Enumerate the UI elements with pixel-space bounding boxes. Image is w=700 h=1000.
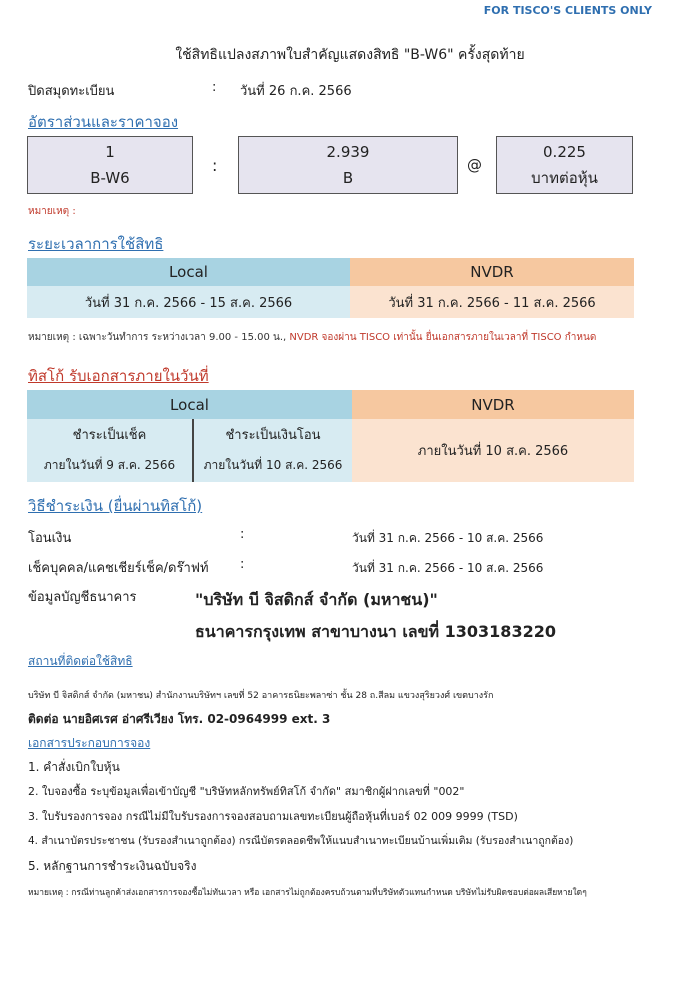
ratio-box-warrant-unit: B-W6 [90, 169, 130, 187]
ratio-heading[interactable]: อัตราส่วนและราคาจอง [28, 113, 179, 131]
period-table [27, 258, 634, 318]
period-note-nvdr: NVDR จองผ่าน TISCO เท่านั้น ยื่นเอกสารภายในเวลาที่ TISCO กำหนด [286, 332, 597, 343]
page-title: ใช้สิทธิแปลงสภาพใบสำคัญแสดงสิทธิ "B-W6" ครั้งสุดท้าย [175, 47, 525, 63]
period-local-header: Local [27, 258, 350, 286]
deadline-cheque-value: ภายในวันที่ 9 ส.ค. 2566 [27, 449, 193, 482]
ratio-box-shares-value: 2.939 [326, 143, 370, 161]
docs-deadline-heading[interactable]: ทิสโก้ รับเอกสารภายในวันที่ [28, 367, 209, 385]
payment-transfer-colon: : [240, 527, 245, 542]
payment-transfer-label: โอนเงิน [28, 531, 72, 546]
deadline-transfer-value: ภายในวันที่ 10 ส.ค. 2566 [193, 449, 352, 482]
period-note-hours: หมายเหตุ : เฉพาะวันทำการ ระหว่างเวลา 9.00 - 15.00 น., [28, 332, 287, 343]
payment-cheque-value: วันที่ 31 ก.ค. 2566 - 10 ส.ค. 2566 [352, 561, 544, 575]
document-item-1: 1. คำสั่งเบิกใบหุ้น [28, 760, 120, 774]
bank-account-name: "บริษัท บี จิสดิกส์ จำกัด (มหาชน)" [195, 590, 438, 609]
payment-heading[interactable]: วิธีชำระเงิน (ยื่นผ่านทิสโก้) [28, 497, 203, 515]
period-heading[interactable]: ระยะเวลาการใช้สิทธิ [28, 235, 164, 253]
ratio-box-shares-unit: B [342, 169, 354, 187]
period-nvdr-value: วันที่ 31 ก.ค. 2566 - 11 ส.ค. 2566 [350, 286, 634, 318]
payment-cheque-label: เช็คบุคคล/แคชเชียร์เช็ค/ดร๊าฟท์ [28, 561, 209, 576]
contact-person: ติดต่อ นายอิศเรศ อ่าศรีเวียง โทร. 02-0964999 ext. 3 [28, 712, 331, 726]
ratio-box-price [496, 136, 633, 194]
period-local-value: วันที่ 31 ก.ค. 2566 - 15 ส.ค. 2566 [27, 286, 350, 318]
contact-heading[interactable]: สถานที่ติดต่อใช้สิทธิ [28, 654, 133, 668]
book-close-colon: : [212, 80, 217, 95]
deadline-nvdr-value: ภายในวันที่ 10 ส.ค. 2566 [352, 419, 634, 482]
book-close-label: ปิดสมุดทะเบียน [28, 84, 115, 99]
document-item-5: 5. หลักฐานการชำระเงินฉบับจริง [28, 859, 197, 873]
period-nvdr-header: NVDR [350, 258, 634, 286]
document-item-3: 3. ใบรับรองการจอง กรณีไม่มีใบรับรองการจองสอบถามเลขทะเบียนผู้ถือหุ้นที่เบอร์ 02 009 9999 (TSD) [28, 810, 518, 823]
ratio-at-sign: @ [467, 156, 482, 174]
contact-address: บริษัท บี จิสดิกส์ จำกัด (มหาชน) สำนักงานบริษัทฯ เลขที่ 52 อาคารธนิยะพลาซ่า ชั้น 28 ถ.สีลม แขวงสุริยวงศ์ เขตบางรัก [28, 691, 494, 701]
documents-heading[interactable]: เอกสารประกอบการจอง [28, 736, 151, 750]
ratio-box-price-unit: บาทต่อหุ้น [531, 169, 598, 187]
ratio-box-warrant-value: 1 [105, 143, 115, 161]
book-close-value: วันที่ 26 ก.ค. 2566 [240, 84, 352, 99]
ratio-box-shares [238, 136, 458, 194]
payment-transfer-value: วันที่ 31 ก.ค. 2566 - 10 ส.ค. 2566 [352, 531, 544, 545]
deadline-nvdr-header: NVDR [352, 390, 634, 419]
docs-deadline-table [27, 390, 634, 482]
ratio-box-price-value: 0.225 [543, 143, 586, 161]
ratio-note: หมายเหตุ : [28, 206, 76, 217]
ratio-box-warrant [27, 136, 193, 194]
deadline-local-header: Local [27, 390, 352, 419]
payment-cheque-colon: : [240, 557, 245, 572]
ratio-colon: : [212, 156, 218, 175]
bank-account-number: ธนาคารกรุงเทพ สาขาบางนา เลขที่ 1303183220 [195, 622, 556, 641]
period-note [28, 330, 596, 345]
documents-note: หมายเหตุ : กรณีท่านลูกค้าส่งเอกสารการจองซื้อไม่ทันเวลา หรือ เอกสารไม่ถูกต้องครบถ้วนตามที่บริษัทตัวแทนกำหนด บริษัทไม่รับผิดชอบต่อผลเสียหายใดๆ [28, 888, 587, 898]
document-item-2: 2. ใบจองซื้อ ระบุข้อมูลเพื่อเข้าบัญชี "บริษัทหลักทรัพย์ทิสโก้ จำกัด" สมาชิกผู้ฝากเลขที่ "002" [28, 785, 465, 798]
document-item-4: 4. สำเนาบัตรประชาชน (รับรองสำเนาถูกต้อง) กรณีบัตรตลอดชีพให้แนบสำเนาทะเบียนบ้านเพิ่มเติม (รับรองสำเนาถูกต้อง) [28, 835, 574, 847]
deadline-transfer-label: ชำระเป็นเงินโอน [193, 419, 352, 449]
bank-info-label: ข้อมูลบัญชีธนาคาร [28, 590, 137, 605]
deadline-cheque-label: ชำระเป็นเช็ค [27, 419, 193, 449]
clients-only-tag: FOR TISCO'S CLIENTS ONLY [483, 4, 652, 17]
